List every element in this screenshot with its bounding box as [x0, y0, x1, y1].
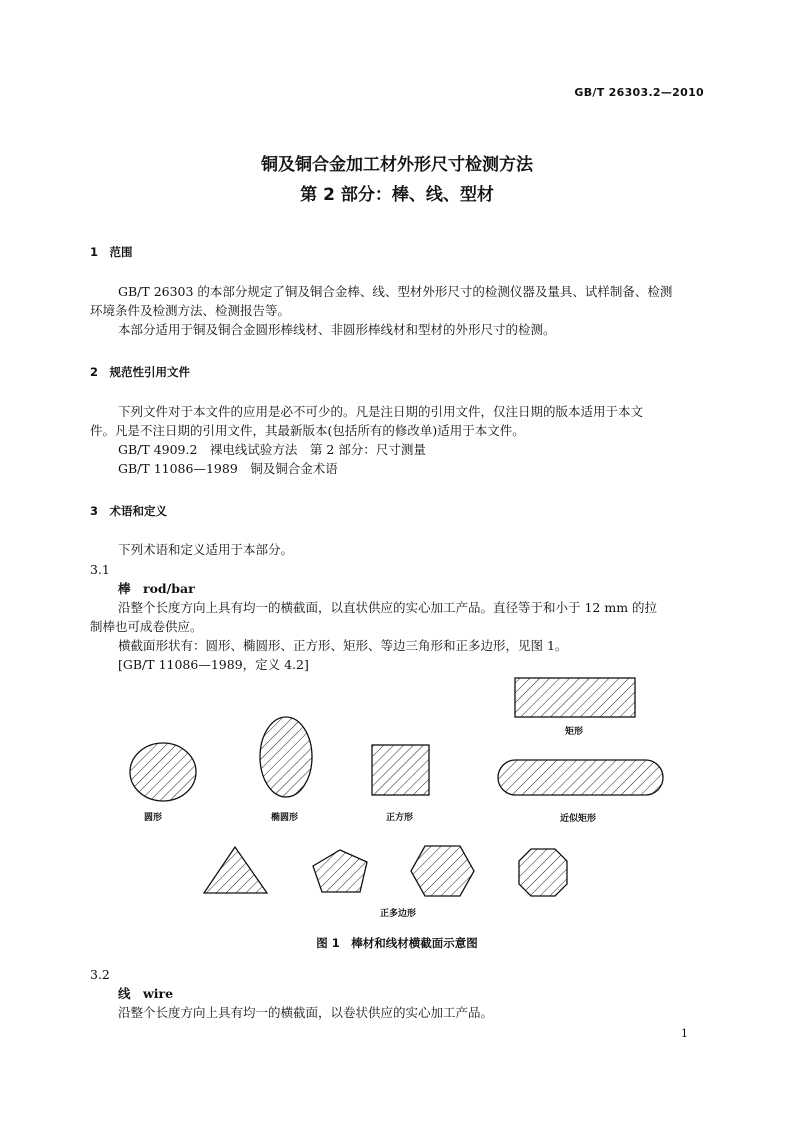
normative-reference-2: GB/T 11086—1989 铜及铜合金术语 [118, 461, 338, 476]
section-2-heading: 2 规范性引用文件 [90, 365, 191, 379]
circle-shape [130, 743, 196, 801]
document-title-line1: 铜及铜合金加工材外形尺寸检测方法 [261, 155, 533, 175]
square-shape [372, 745, 429, 795]
hexagon-shape [411, 846, 474, 896]
section-2-para1-line2: 件。凡是不注日期的引用文件，其最新版本(包括所有的修改单)适用于本文件。 [90, 423, 525, 438]
rounded-rectangle-shape [498, 760, 663, 795]
page-number: 1 [681, 1027, 688, 1040]
rounded-rectangle-label: 近似矩形 [560, 814, 597, 824]
term-3-2-title: 线 wire [118, 986, 174, 1001]
ellipse-label: 椭圆形 [271, 813, 299, 823]
circle-label: 圆形 [144, 813, 163, 823]
term-3-2-number: 3.2 [90, 967, 110, 982]
term-3-2-definition: 沿整个长度方向上具有均一的横截面，以卷状供应的实心加工产品。 [118, 1005, 494, 1020]
standard-number: GB/T 26303.2—2010 [574, 86, 704, 99]
rectangle-label: 矩形 [565, 727, 584, 737]
rectangle-shape [515, 678, 635, 717]
section-2-para1-line1: 下列文件对于本文件的应用是必不可少的。凡是注日期的引用文件，仅注日期的版本适用于本文 [118, 404, 644, 419]
normative-reference-1: GB/T 4909.2 裸电线试验方法 第 2 部分：尺寸测量 [118, 442, 426, 457]
pentagon-shape [313, 850, 367, 892]
octagon-shape [519, 849, 567, 896]
section-1-para1-line2: 环境条件及检测方法、检测报告等。 [90, 303, 291, 318]
term-3-1-definition-line2: 制棒也可成卷供应。 [90, 619, 203, 634]
triangle-shape [204, 847, 267, 893]
document-title-line2: 第 2 部分：棒、线、型材 [300, 185, 494, 205]
ellipse-shape [260, 717, 312, 797]
square-label: 正方形 [386, 813, 414, 823]
term-3-1-title: 棒 rod/bar [118, 581, 195, 596]
polygons-label: 正多边形 [380, 909, 417, 919]
section-1-para1-line1: GB/T 26303 的本部分规定了铜及铜合金棒、线、型材外形尺寸的检测仪器及量具、试样制备、检测 [118, 284, 673, 299]
term-3-1-definition-line1: 沿整个长度方向上具有均一的横截面，以直状供应的实心加工产品。直径等于和小于 12 mm 的拉 [118, 600, 658, 615]
term-3-1-number: 3.1 [90, 562, 110, 577]
figure-1-caption: 图 1 棒材和线材横截面示意图 [316, 936, 478, 950]
section-3-intro: 下列术语和定义适用于本部分。 [118, 542, 294, 557]
term-3-1-source: [GB/T 11086—1989，定义 4.2] [118, 657, 309, 672]
section-1-para2: 本部分适用于铜及铜合金圆形棒线材、非圆形棒线材和型材的外形尺寸的检测。 [118, 322, 556, 337]
section-1-heading: 1 范围 [90, 245, 133, 259]
term-3-1-note: 横截面形状有：圆形、椭圆形、正方形、矩形、等边三角形和正多边形，见图 1。 [118, 638, 568, 653]
section-3-heading: 3 术语和定义 [90, 504, 168, 518]
